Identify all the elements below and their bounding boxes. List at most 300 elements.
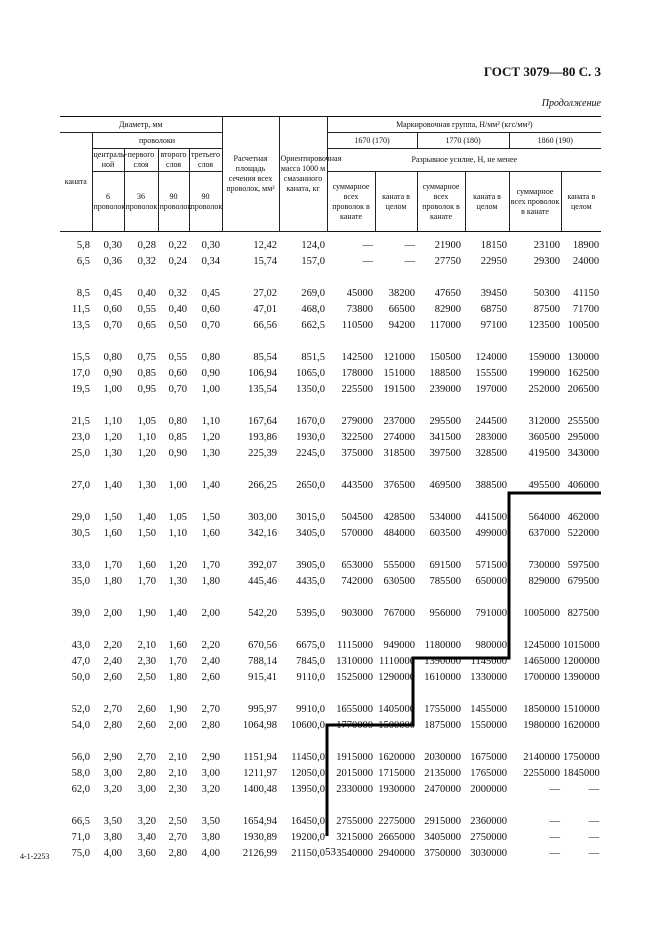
table-cell: 1765000 — [470, 768, 508, 779]
table-cell: 1005000 — [523, 608, 561, 619]
group-spacer — [60, 334, 601, 350]
third-count-header: 90 проволок — [189, 172, 222, 232]
table-cell: 1465000 — [523, 656, 561, 667]
table-cell: 571500 — [475, 560, 508, 571]
table-cell: 980000 — [475, 640, 508, 651]
table-cell: 9910,0 — [296, 704, 326, 715]
grade-group-header: Маркировочная группа, Н/мм² (кгс/мм²) — [327, 117, 601, 133]
table-cell: 388500 — [475, 480, 508, 491]
table-cell: 2000000 — [470, 784, 508, 795]
table-cell: 767000 — [383, 608, 416, 619]
table-row — [60, 318, 601, 334]
table-cell: 1,00 — [103, 384, 122, 395]
table-cell: 19,5 — [71, 384, 90, 395]
table-cell: 1,90 — [137, 608, 156, 619]
table-cell: 570000 — [341, 528, 374, 539]
table-cell: 0,70 — [103, 320, 122, 331]
table-cell: 1,00 — [201, 384, 221, 395]
table-cell: 18150 — [480, 240, 508, 251]
spacer-cell — [60, 334, 601, 350]
table-cell: 38200 — [388, 288, 416, 299]
table-cell: 25,0 — [71, 448, 90, 459]
table-cell: 2245,0 — [296, 448, 326, 459]
table-row — [60, 606, 601, 622]
table-cell: 237000 — [383, 416, 416, 427]
table-cell: 1850000 — [523, 704, 561, 715]
table-cell: 4,00 — [201, 848, 221, 859]
table-cell: 691500 — [429, 560, 462, 571]
mass-header: Ориентировочная масса 1000 м смазанного каната, кг — [279, 117, 327, 232]
central-header: централь-ной — [92, 149, 124, 172]
table-cell: 2,30 — [168, 784, 187, 795]
table-cell: 2,00 — [201, 608, 221, 619]
table-cell: 0,60 — [201, 304, 221, 315]
table-cell: 178000 — [341, 368, 374, 379]
table-cell: 155500 — [475, 368, 508, 379]
group-spacer — [60, 494, 601, 510]
whole-1860-header: каната в целом — [561, 172, 601, 232]
spacer-cell — [60, 686, 601, 702]
table-cell: 1,80 — [201, 576, 221, 587]
table-cell: 3540000 — [336, 848, 374, 859]
table-row — [60, 478, 601, 494]
table-cell: 17,0 — [71, 368, 90, 379]
table-cell: 279000 — [341, 416, 374, 427]
table-cell: 1,30 — [103, 448, 122, 459]
table-cell: 1200000 — [563, 656, 600, 667]
table-cell: 312000 — [528, 416, 561, 427]
table-cell: 441500 — [475, 512, 508, 523]
table-cell: 2015000 — [336, 768, 374, 779]
table-cell: 5,8 — [76, 240, 90, 251]
table-cell: 1350,0 — [296, 384, 326, 395]
table-cell: 1,30 — [201, 448, 221, 459]
table-cell: — — [588, 832, 600, 843]
table-cell: 4,00 — [103, 848, 122, 859]
table-cell: 1455000 — [470, 704, 508, 715]
table-cell: 225500 — [341, 384, 374, 395]
document-title: ГОСТ 3079—80 С. 3 — [483, 64, 601, 79]
table-cell: 124,0 — [301, 240, 326, 251]
table-cell: 295000 — [567, 432, 600, 443]
table-cell: 2255000 — [523, 768, 561, 779]
table-cell: — — [404, 256, 416, 267]
table-cell: 54,0 — [71, 720, 90, 731]
table-cell: 328500 — [475, 448, 508, 459]
table-cell: 1915000 — [336, 752, 374, 763]
table-cell: 33,0 — [71, 560, 90, 571]
spacer-cell — [60, 494, 601, 510]
table-cell: 159000 — [528, 352, 561, 363]
table-cell: 0,32 — [137, 256, 156, 267]
table-cell: 2650,0 — [296, 480, 326, 491]
table-cell: 2,00 — [103, 608, 122, 619]
table-cell: 39,0 — [71, 608, 90, 619]
table-row — [60, 702, 601, 718]
table-cell: 0,32 — [168, 288, 187, 299]
table-cell: 75,0 — [71, 848, 90, 859]
table-cell: 16450,0 — [290, 816, 326, 827]
table-cell: 322500 — [341, 432, 374, 443]
table-cell: 0,70 — [168, 384, 187, 395]
table-cell: 1065,0 — [296, 368, 326, 379]
table-cell: 1,50 — [137, 528, 156, 539]
table-cell: 2755000 — [336, 816, 374, 827]
table-cell: 22950 — [480, 256, 508, 267]
table-cell: 2360000 — [470, 816, 508, 827]
table-cell: 157,0 — [301, 256, 326, 267]
table-cell: 11450,0 — [291, 752, 326, 763]
table-cell: 151000 — [383, 368, 416, 379]
table-cell: 3,80 — [103, 832, 122, 843]
table-cell: 0,60 — [168, 368, 187, 379]
table-cell: 162500 — [567, 368, 600, 379]
group-spacer — [60, 686, 601, 702]
table-cell: 5395,0 — [296, 608, 326, 619]
table-cell: 1930000 — [378, 784, 416, 795]
grade-1860-header: 1860 (190) — [509, 133, 601, 149]
table-cell: 3,00 — [137, 784, 156, 795]
table-cell: 428500 — [383, 512, 416, 523]
first-layer-header: первого слоя — [124, 149, 158, 172]
table-cell: 1845000 — [563, 768, 600, 779]
table-cell: 27750 — [434, 256, 462, 267]
table-cell: 1715000 — [378, 768, 416, 779]
table-cell: 3,50 — [201, 816, 221, 827]
table-cell: 1064,98 — [242, 720, 278, 731]
table-cell: 3,00 — [103, 768, 122, 779]
table-cell: 2126,99 — [242, 848, 278, 859]
table-cell: 12,42 — [253, 240, 278, 251]
table-cell: 1015000 — [563, 640, 600, 651]
table-cell: 2470000 — [424, 784, 462, 795]
table-cell: 851,5 — [301, 352, 326, 363]
footer-code: 4-1-2253 — [20, 852, 50, 861]
table-cell: 1,70 — [103, 560, 122, 571]
table-cell: 1654,94 — [242, 816, 278, 827]
table-cell: 2,70 — [137, 752, 156, 763]
table-cell: 2,70 — [103, 704, 122, 715]
table-cell: 1,30 — [137, 480, 156, 491]
spacer-cell — [60, 590, 601, 606]
table-cell: 41150 — [573, 288, 600, 299]
table-cell: 295500 — [429, 416, 462, 427]
table-cell: 3,80 — [201, 832, 221, 843]
table-cell: 3,00 — [201, 768, 221, 779]
table-cell: 670,56 — [248, 640, 278, 651]
table-row — [60, 718, 601, 734]
table-cell: 3750000 — [424, 848, 462, 859]
group-spacer — [60, 590, 601, 606]
table-cell: 829000 — [528, 576, 561, 587]
table-cell: 27,02 — [253, 288, 278, 299]
second-layer-header: второго слоя — [158, 149, 189, 172]
table-cell: 0,75 — [137, 352, 156, 363]
table-cell: 1,80 — [103, 576, 122, 587]
rope-data-table — [60, 116, 601, 862]
table-cell: 3,40 — [137, 832, 156, 843]
table-row — [60, 638, 601, 654]
table-cell: 662,5 — [301, 320, 326, 331]
continuation-label: Продолжение — [541, 98, 601, 109]
table-row — [60, 750, 601, 766]
table-cell: 2,10 — [168, 768, 187, 779]
table-cell: — — [549, 816, 561, 827]
table-cell: 2750000 — [470, 832, 508, 843]
table-cell: 419500 — [528, 448, 561, 459]
table-cell: 1,00 — [168, 480, 187, 491]
table-cell: 3,60 — [137, 848, 156, 859]
table-cell: 255500 — [567, 416, 600, 427]
table-cell: 85,54 — [253, 352, 278, 363]
table-cell: 343000 — [567, 448, 600, 459]
table-cell: 495500 — [528, 480, 561, 491]
table-cell: 15,5 — [71, 352, 90, 363]
sum-1770-header: суммарное всех проволок в канате — [417, 172, 465, 232]
table-cell: 18900 — [572, 240, 600, 251]
group-spacer — [60, 462, 601, 478]
table-cell: 392,07 — [248, 560, 278, 571]
table-cell: 956000 — [429, 608, 462, 619]
table-cell: 2,70 — [168, 832, 187, 843]
table-cell: — — [549, 832, 561, 843]
group-spacer — [60, 270, 601, 286]
table-cell: 522000 — [567, 528, 600, 539]
table-cell: 0,36 — [103, 256, 122, 267]
table-cell: 1755000 — [424, 704, 462, 715]
table-cell: 11,5 — [72, 304, 90, 315]
table-cell: 2,60 — [137, 704, 156, 715]
table-cell: 499000 — [475, 528, 508, 539]
table-cell: 0,90 — [103, 368, 122, 379]
table-cell: 462000 — [567, 512, 600, 523]
table-cell: 283000 — [475, 432, 508, 443]
table-cell: 2,10 — [168, 752, 187, 763]
table-cell: 19200,0 — [290, 832, 326, 843]
table-cell: 1500000 — [378, 720, 416, 731]
table-row — [60, 558, 601, 574]
table-cell: 1110000 — [379, 656, 416, 667]
table-row — [60, 414, 601, 430]
table-cell: 791000 — [475, 608, 508, 619]
table-row — [60, 430, 601, 446]
spacer-cell — [60, 270, 601, 286]
table-cell: 62,0 — [71, 784, 90, 795]
table-cell: 742000 — [341, 576, 374, 587]
table-row — [60, 302, 601, 318]
table-cell: 1620000 — [378, 752, 416, 763]
table-cell: 3,20 — [103, 784, 122, 795]
table-cell: 2330000 — [336, 784, 374, 795]
table-cell: 1,60 — [168, 640, 187, 651]
table-cell: 9110,0 — [296, 672, 326, 683]
breaking-force-header: Разрывное усилие, Н, не менее — [327, 149, 601, 172]
table-cell: 1,10 — [103, 416, 122, 427]
table-cell: 23100 — [533, 240, 561, 251]
table-cell: 50300 — [533, 288, 561, 299]
table-cell: 484000 — [383, 528, 416, 539]
table-cell: 1,20 — [137, 448, 156, 459]
sum-1860-header: суммарное всех проволок в канате — [509, 172, 561, 232]
table-row — [60, 446, 601, 462]
table-cell: 469500 — [429, 480, 462, 491]
table-cell: 0,95 — [137, 384, 156, 395]
table-cell: 4435,0 — [296, 576, 326, 587]
table-cell: 443500 — [341, 480, 374, 491]
table-cell: 1,10 — [201, 416, 221, 427]
table-cell: 0,45 — [201, 288, 221, 299]
table-cell: 47650 — [434, 288, 462, 299]
table-row — [60, 526, 601, 542]
table-row — [60, 766, 601, 782]
table-cell: 43,0 — [71, 640, 90, 651]
table-cell: 56,0 — [71, 752, 90, 763]
table-cell: 23,0 — [71, 432, 90, 443]
spacer-cell — [60, 398, 601, 414]
table-cell: 915,41 — [248, 672, 278, 683]
table-cell: 0,85 — [168, 432, 187, 443]
group-spacer — [60, 622, 601, 638]
table-cell: 2940000 — [378, 848, 416, 859]
table-cell: 8,5 — [76, 288, 90, 299]
table-cell: 15,74 — [253, 256, 278, 267]
table-cell: 1700000 — [523, 672, 561, 683]
table-cell: 121000 — [383, 352, 416, 363]
table-cell: 1,05 — [137, 416, 156, 427]
table-cell: 2,60 — [201, 672, 221, 683]
table-cell: 3015,0 — [296, 512, 326, 523]
table-cell: 12050,0 — [290, 768, 326, 779]
table-cell: 504500 — [341, 512, 374, 523]
table-cell: 2,80 — [168, 848, 187, 859]
table-cell: 27,0 — [71, 480, 90, 491]
second-count-header: 90 проволок — [158, 172, 189, 232]
table-cell: 6675,0 — [296, 640, 326, 651]
table-cell: 94200 — [388, 320, 416, 331]
table-cell: 3,20 — [201, 784, 221, 795]
table-cell: 679500 — [567, 576, 600, 587]
table-cell: 1390000 — [424, 656, 462, 667]
table-cell: 68750 — [480, 304, 508, 315]
table-cell: 1,40 — [103, 480, 122, 491]
table-cell: 1670,0 — [296, 416, 326, 427]
table-cell: 29300 — [533, 256, 561, 267]
table-cell: 2,60 — [103, 672, 122, 683]
table-cell: 903000 — [341, 608, 374, 619]
sum-1670-header: суммарное всех проволок в канате — [327, 172, 375, 232]
table-cell: — — [549, 784, 561, 795]
table-cell: 650000 — [475, 576, 508, 587]
table-cell: 0,55 — [137, 304, 156, 315]
table-cell: 0,28 — [137, 240, 156, 251]
table-cell: 266,25 — [248, 480, 278, 491]
table-cell: 1550000 — [470, 720, 508, 731]
table-cell: 1400,48 — [242, 784, 278, 795]
table-cell: — — [588, 784, 600, 795]
table-cell: 1180000 — [424, 640, 462, 651]
table-cell: 0,90 — [201, 368, 221, 379]
table-cell: 1655000 — [336, 704, 374, 715]
spacer-cell — [60, 798, 601, 814]
table-cell: 2,50 — [137, 672, 156, 683]
table-row — [60, 382, 601, 398]
table-cell: 1,10 — [168, 528, 187, 539]
table-cell: 2275000 — [378, 816, 416, 827]
table-cell: 1,40 — [168, 608, 187, 619]
table-cell: 303,00 — [248, 512, 278, 523]
table-cell: 555000 — [383, 560, 416, 571]
table-cell: 52,0 — [71, 704, 90, 715]
table-cell: 2,80 — [137, 768, 156, 779]
table-cell: 2135000 — [424, 768, 462, 779]
table-cell: 375000 — [341, 448, 374, 459]
table-cell: — — [549, 848, 561, 859]
table-cell: 1610000 — [424, 672, 462, 683]
table-cell: 827500 — [567, 608, 600, 619]
table-cell: 2915000 — [424, 816, 462, 827]
table-cell: 193,86 — [248, 432, 278, 443]
table-cell: 1,60 — [201, 528, 221, 539]
table-cell: 2,20 — [103, 640, 122, 651]
third-layer-header: третьего слоя — [189, 149, 222, 172]
spacer-cell — [60, 622, 601, 638]
table-cell: 244500 — [475, 416, 508, 427]
table-cell: 949000 — [383, 640, 416, 651]
table-cell: 269,0 — [301, 288, 326, 299]
table-cell: 1930,89 — [242, 832, 278, 843]
table-cell: 1,05 — [168, 512, 187, 523]
table-cell: 3215000 — [336, 832, 374, 843]
table-cell: 24000 — [572, 256, 600, 267]
group-spacer — [60, 734, 601, 750]
table-cell: 597500 — [567, 560, 600, 571]
table-cell: 1211,97 — [243, 768, 278, 779]
table-cell: 637000 — [528, 528, 561, 539]
table-cell: 0,24 — [168, 256, 187, 267]
table-cell: 97100 — [480, 320, 508, 331]
table-cell: 730000 — [528, 560, 561, 571]
table-cell: 1,30 — [168, 576, 187, 587]
table-cell: 6,5 — [76, 256, 90, 267]
table-cell: 1620000 — [563, 720, 600, 731]
table-cell: 1750000 — [563, 752, 600, 763]
table-cell: 1525000 — [336, 672, 374, 683]
table-cell: 1770000 — [336, 720, 374, 731]
whole-1770-header: каната в целом — [465, 172, 509, 232]
table-cell: 1,20 — [168, 560, 187, 571]
table-cell: 47,01 — [253, 304, 278, 315]
table-cell: 2,40 — [201, 656, 221, 667]
table-cell: 2,80 — [201, 720, 221, 731]
table-cell: 39450 — [480, 288, 508, 299]
table-cell: 188500 — [429, 368, 462, 379]
table-cell: 87500 — [533, 304, 561, 315]
table-cell: 3405000 — [424, 832, 462, 843]
table-cell: 1,50 — [201, 512, 221, 523]
table-cell: 71700 — [572, 304, 600, 315]
group-spacer — [60, 798, 601, 814]
table-cell: 2030000 — [424, 752, 462, 763]
table-cell: 110500 — [341, 320, 374, 331]
table-cell: 2140000 — [523, 752, 561, 763]
table-cell: 21,5 — [71, 416, 90, 427]
table-cell: 1980000 — [523, 720, 561, 731]
table-cell: 1,40 — [137, 512, 156, 523]
table-cell: 142500 — [341, 352, 374, 363]
table-cell: 7845,0 — [296, 656, 326, 667]
table-cell: 239000 — [429, 384, 462, 395]
table-cell: 1,20 — [201, 432, 221, 443]
